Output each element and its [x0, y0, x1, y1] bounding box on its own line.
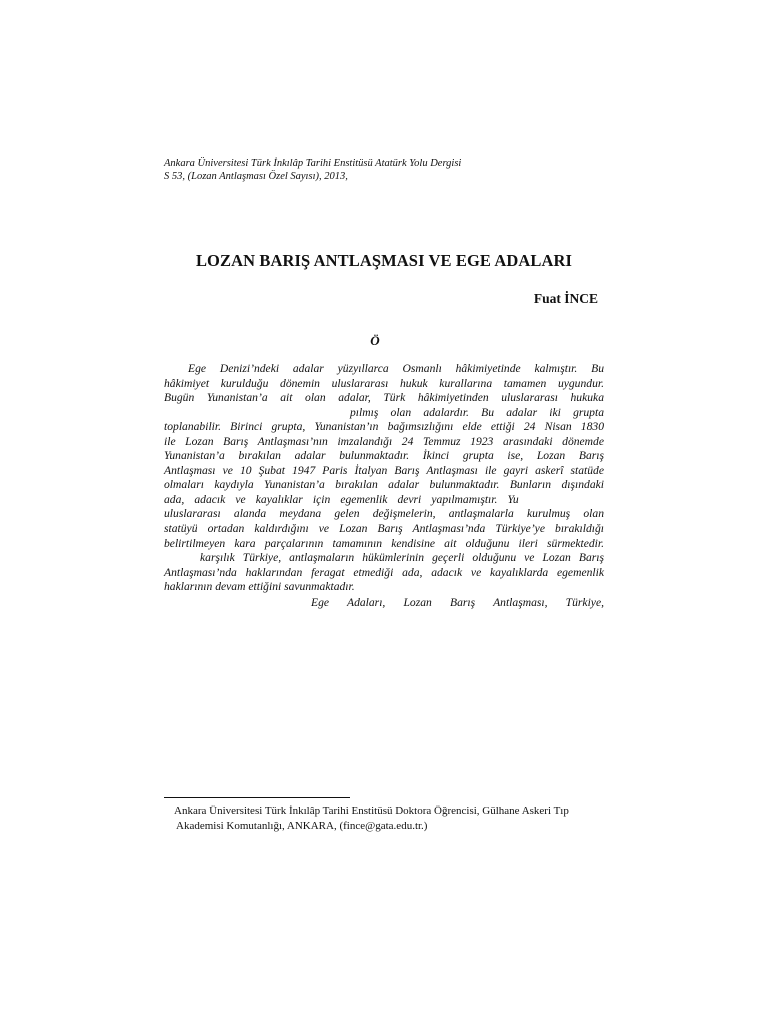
issue-info: S 53, (Lozan Antlaşması Özel Sayısı), 2013,	[164, 171, 348, 182]
abstract-line: karşılık Türkiye, antlaşmaların hükümlerinin geçerli olduğunu ve Lozan Barış	[200, 551, 604, 565]
abstract-line: pılmış olan adalardır. Bu adalar iki grupta	[350, 405, 604, 419]
abstract-line: Bugün Yunanistan’a ait olan adalar, Türk hâkimiyetinden uluslararası hukuka	[164, 391, 604, 405]
article-title: LOZAN BARIŞ ANTLAŞMASI VE EGE ADALARI	[195, 251, 573, 270]
abstract-line: belirtilmeyen kara parçalarının tamamının kendisine ait olduğunu ileri sürmektedir.	[164, 536, 604, 550]
footnote-divider	[164, 797, 350, 798]
abstract-line: olmaları kaydıyla Yunanistan’a bırakılan adalar bulunmaktadır. Bunların dışındaki	[164, 478, 604, 492]
abstract-line: statüyü ortadan kaldırdığını ve Lozan Barış Antlaşması’nda Türkiye’ye bırakıldığı	[164, 522, 604, 536]
abstract-line: Antlaşması’nda haklarından feragat etmediği ada, adacık ve kayalıklarda egemenlik	[164, 565, 604, 579]
footnote-line: Ankara Üniversitesi Türk İnkılâp Tarihi Enstitüsü Doktora Öğrencisi, Gülhane Askeri Tıp	[174, 805, 569, 817]
author-name: Fuat İNCE	[533, 291, 598, 306]
abstract-line: Antlaşması ve 10 Şubat 1947 Paris İtalyan Barış Antlaşması ile gayri askerî statüde	[164, 463, 604, 477]
keywords: Ege Adaları, Lozan Barış Antlaşması, Türkiye,	[311, 596, 604, 609]
journal-header	[164, 157, 604, 183]
journal-name: Ankara Üniversitesi Türk İnkılâp Tarihi Enstitüsü Atatürk Yolu Dergisi	[164, 158, 462, 169]
abstract-line: ile Lozan Barış Antlaşması’nın imzalandığı 24 Temmuz 1923 arasındaki dönemde	[164, 434, 604, 448]
abstract-line: hâkimiyet kurulduğu dönemin uluslararası hukuk kurallarına tamamen uygundur.	[164, 376, 604, 390]
abstract-line: Ege Denizi’ndeki adalar yüzyıllarca Osmanlı hâkimiyetinde kalmıştır. Bu	[188, 362, 604, 375]
footnote	[174, 804, 606, 833]
abstract-line: ada, adacık ve kayalıklar için egemenlik devri yapılmamıştır. Yu	[164, 492, 519, 506]
abstract-heading: Ö	[370, 333, 380, 348]
abstract-line: toplanabilir. Birinci grupta, Yunanistan’ın bağımsızlığını elde ettiği 24 Nisan 1830	[164, 420, 604, 434]
abstract-line: Yunanistan’a bırakılan adalar bulunmaktadır. İkinci grupta ise, Lozan Barış	[164, 449, 604, 463]
abstract-line: haklarının devam ettiğini savunmaktadır.	[164, 580, 355, 594]
abstract-line: uluslararası alanda meydana gelen değişmelerin, antlaşmalarla kurulmuş olan	[164, 507, 604, 521]
abstract-body	[164, 362, 604, 595]
footnote-line: Akademisi Komutanlığı, ANKARA, (fince@gata.edu.tr.)	[176, 819, 428, 832]
